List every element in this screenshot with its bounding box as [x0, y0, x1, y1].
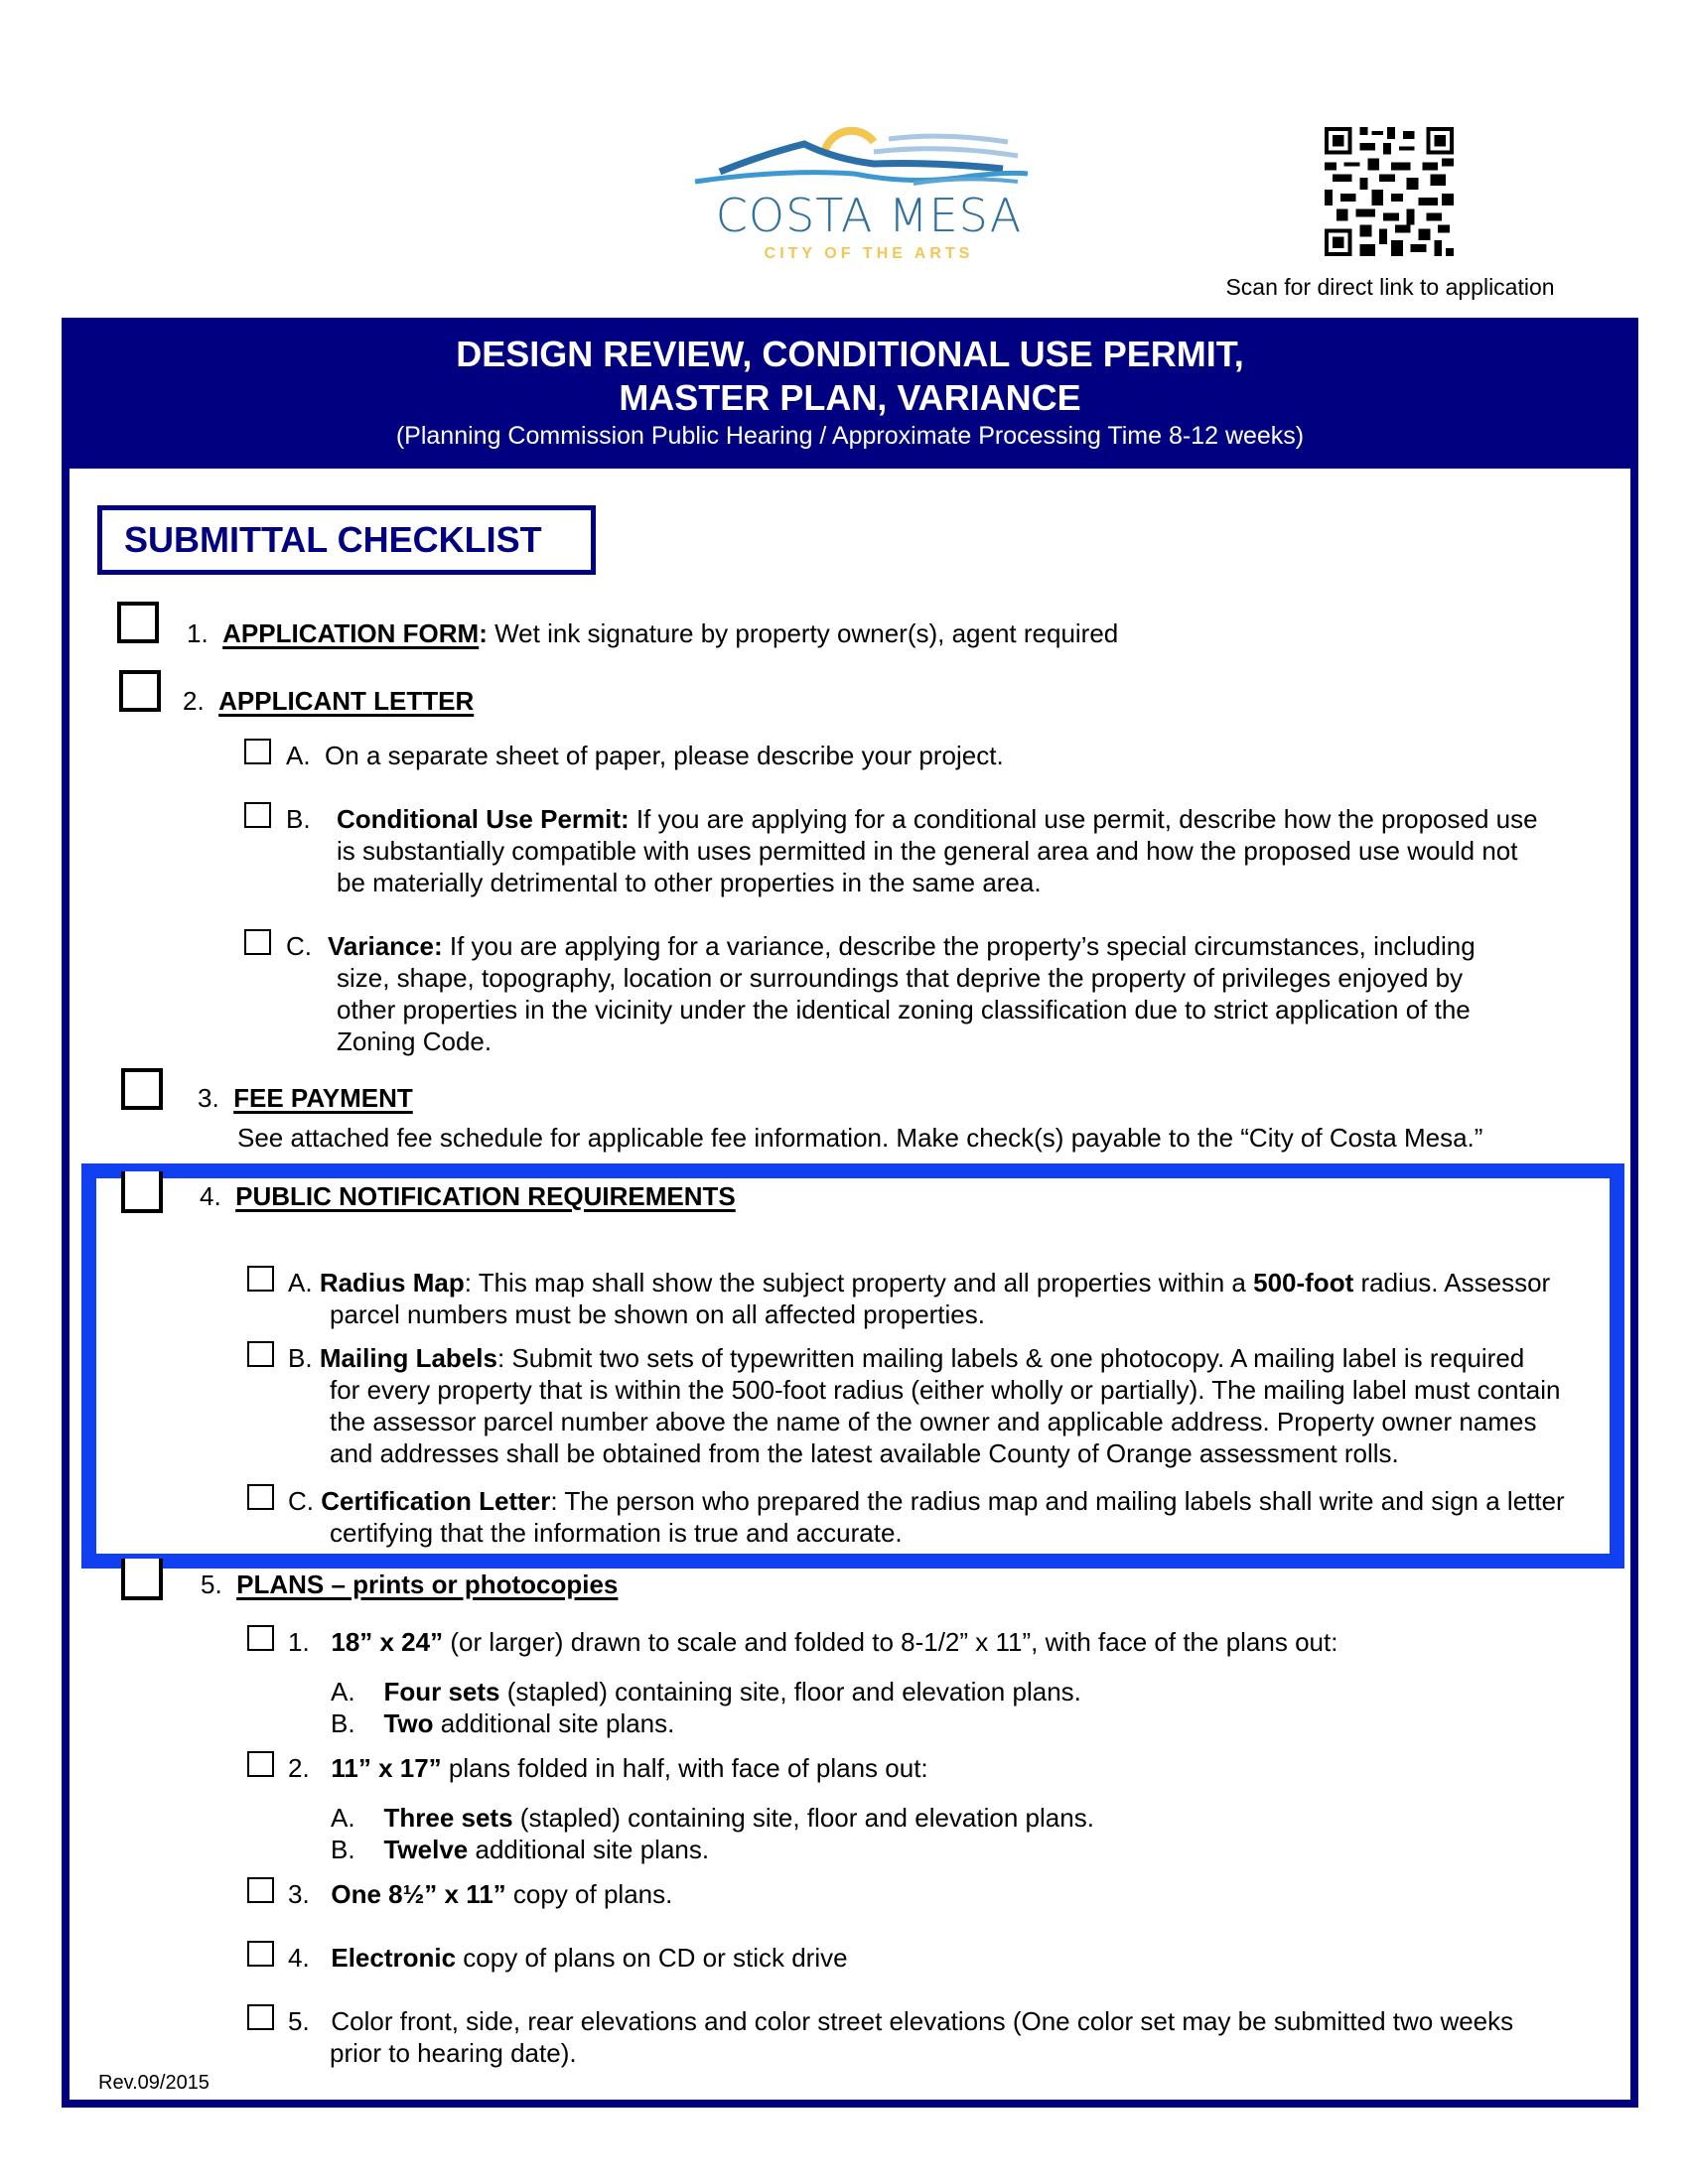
- checkbox-5-5[interactable]: [247, 2004, 274, 2030]
- item-2c: Variance: If you are applying for a variance, describe the property’s special circumstances, including: [328, 931, 1476, 961]
- item-5: 5. PLANS – prints or photocopies: [201, 1570, 619, 1599]
- item-5-2: 2. 11” x 17” plans folded in half, with face of plans out:: [288, 1753, 928, 1783]
- item-5-2a: A. Three sets (stapled) containing site, floor and elevation plans.: [331, 1803, 1094, 1833]
- item-4a: A. Radius Map: This map shall show the subject property and all properties within a 500-foot radius. Assessor: [288, 1268, 1551, 1297]
- checkbox-4c[interactable]: [247, 1484, 274, 1510]
- checkbox-5-3[interactable]: [247, 1877, 274, 1903]
- checkbox-2b[interactable]: [244, 802, 271, 828]
- item-5-3: 3. One 8½” x 11” copy of plans.: [288, 1879, 673, 1909]
- qr-code-icon[interactable]: [1324, 127, 1455, 256]
- item-1: 1. APPLICATION FORM: Wet ink signature by property owner(s), agent required: [187, 618, 1119, 648]
- item-5-1b: B. Two additional site plans.: [331, 1708, 675, 1738]
- item-5-5-cont: prior to hearing date).: [330, 2038, 577, 2068]
- item-1-heading: APPLICATION FORM: [222, 618, 480, 648]
- waves-sun-icon: [675, 114, 1043, 194]
- item-5-4: 4. Electronic copy of plans on CD or stick drive: [288, 1943, 848, 1973]
- costa-mesa-logo: [675, 114, 1043, 273]
- item-3-text: See attached fee schedule for applicable fee information. Make check(s) payable to the “City of Costa Mesa.”: [237, 1123, 1483, 1153]
- item-4-heading: PUBLIC NOTIFICATION REQUIREMENTS: [235, 1181, 736, 1211]
- checkbox-applicant-letter[interactable]: [119, 670, 161, 712]
- item-5-1a: A. Four sets (stapled) containing site, floor and elevation plans.: [331, 1677, 1081, 1706]
- item-2b: Conditional Use Permit: If you are applying for a conditional use permit, describe how the proposed use is substantially compatible with uses permitted in the general area and how the proposed use would not be materially detrimental to other properties in the same area.: [337, 804, 1538, 897]
- item-2-heading: APPLICANT LETTER: [218, 686, 475, 716]
- item-3: 3. FEE PAYMENT: [198, 1083, 413, 1113]
- section-title: SUBMITTAL CHECKLIST: [97, 505, 596, 575]
- item-4b: B. Mailing Labels: Submit two sets of typewritten mailing labels & one photocopy. A mailing label is required: [288, 1343, 1525, 1373]
- checkbox-plans[interactable]: [121, 1559, 163, 1600]
- item-4a-cont: parcel numbers must be shown on all affected properties.: [330, 1299, 985, 1329]
- logo-brand-text: COSTA MESA: [715, 189, 1023, 242]
- checkbox-4a[interactable]: [247, 1266, 274, 1292]
- logo-tagline: CITY OF THE ARTS: [764, 245, 974, 262]
- item-4c-cont: certifying that the information is true and accurate.: [330, 1518, 903, 1548]
- qr-caption: Scan for direct link to application: [1225, 274, 1555, 300]
- checkbox-2a[interactable]: [244, 739, 271, 764]
- revision-date: Rev.09/2015: [98, 2072, 210, 2094]
- checkbox-5-1[interactable]: [247, 1625, 274, 1651]
- item-4c: C. Certification Letter: The person who prepared the radius map and mailing labels shall write and sign a letter: [288, 1486, 1565, 1516]
- item-2a: A. On a separate sheet of paper, please describe your project.: [286, 741, 1004, 770]
- item-3-heading: FEE PAYMENT: [233, 1083, 413, 1113]
- item-5-1: 1. 18” x 24” (or larger) drawn to scale and folded to 8-1/2” x 11”, with face of the plans out:: [288, 1627, 1338, 1657]
- checkbox-2c[interactable]: [244, 929, 271, 955]
- item-5-2b: B. Twelve additional site plans.: [331, 1835, 710, 1864]
- form-title-line1: DESIGN REVIEW, CONDITIONAL USE PERMIT,: [456, 334, 1244, 374]
- form-header: [62, 318, 1638, 469]
- form-title-line2: MASTER PLAN, VARIANCE: [619, 377, 1081, 418]
- item-4b-cont: for every property that is within the 500-foot radius (either wholly or partially). The mailing label must contain the assessor parcel number above the name of the owner and applicable address. Property owner names and addresses shall be obtained from the latest available County of Orange assessment rolls.: [330, 1375, 1561, 1468]
- checkbox-public-notification[interactable]: [121, 1171, 163, 1213]
- checkbox-4b[interactable]: [247, 1341, 274, 1367]
- item-5-5: 5. Color front, side, rear elevations and color street elevations (One color set may be submitted two weeks: [288, 2006, 1514, 2036]
- item-5-heading: PLANS – prints or photocopies: [236, 1570, 619, 1599]
- item-2c-cont: size, shape, topography, location or surroundings that deprive the property of privileges enjoyed by other properties in the vicinity under the identical zoning classification due to strict application of the Zoning Code.: [337, 963, 1471, 1056]
- checkbox-5-4[interactable]: [247, 1941, 274, 1967]
- form-subtitle: (Planning Commission Public Hearing / Approximate Processing Time 8-12 weeks): [395, 422, 1305, 450]
- checkbox-application-form[interactable]: [117, 602, 159, 643]
- item-2b-label: B.: [286, 804, 311, 834]
- item-4: 4. PUBLIC NOTIFICATION REQUIREMENTS: [200, 1181, 736, 1211]
- item-2c-label: C.: [286, 931, 312, 961]
- checkbox-fee-payment[interactable]: [121, 1068, 163, 1110]
- item-2: 2. APPLICANT LETTER: [183, 686, 475, 716]
- checkbox-5-2[interactable]: [247, 1751, 274, 1777]
